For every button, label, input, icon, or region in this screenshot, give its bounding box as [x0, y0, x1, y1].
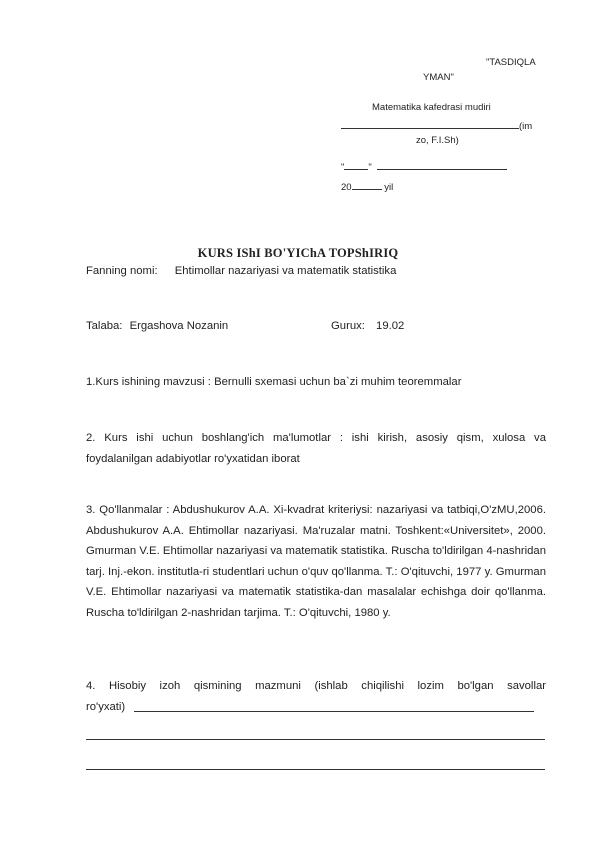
date-quote-close: ": [368, 162, 372, 173]
section-2-initial-data: 2. Kurs ishi uchun boshlang'ich ma'lumotlar : ishi kirish, asosiy qism, xulosa va foydalanilgan adabiyotlar ro'yxatidan iborat: [86, 432, 546, 465]
student-label: Talaba:: [86, 320, 123, 332]
section-1-topic: 1.Kurs ishining mavzusi : Bernulli sxemasi uchun ba`zi muhim teoremmalar: [86, 376, 462, 388]
day-blank: [344, 159, 368, 170]
signature-blank: [341, 118, 519, 129]
approval-line2: YMAN": [423, 72, 454, 83]
group-value: 19.02: [376, 320, 405, 332]
year-blank: [352, 179, 382, 190]
month-blank: [377, 159, 507, 170]
blank-line-1: [134, 711, 534, 712]
document-title: KURS IShI BO'YIChA TOPShIRIQ: [197, 246, 399, 260]
subject-value: Ehtimollar nazariyasi va matematik statistika: [174, 265, 397, 277]
student-row: [86, 316, 228, 337]
signature-line: [341, 118, 532, 133]
subject-label: Fanning nomi:: [86, 265, 158, 277]
subject-row: [86, 261, 396, 282]
year-line: [341, 179, 393, 194]
approval-head: Matematika kafedrasi mudiri: [372, 102, 491, 113]
section-4-list-label: ro'yxati): [86, 701, 126, 713]
group-label: Gurux:: [331, 320, 365, 332]
blank-line-3: [86, 769, 545, 770]
year-prefix: 20: [341, 182, 352, 193]
section-3-references: 3. Qo'llanmalar : Abdushukurov A.A. Xi-kvadrat kriteriysi: nazariyasi va tatbiqi,O'zMU,2006. Abdushukurov A.A. Ehtimollar nazariyasi. Ma'ruzalar matni. Toshkent:«Universitet», 2000. Gmurman V.E. Ehtimollar nazariyasi va matematik statistika. Ruscha to'ldirilgan 4-nashridan tarj. Inj.-ekon. institutla-ri studentlari uchun o'quv qo'llanma. T.: O'qituvchi, 1977 y. Gmurman V.E. Ehtimollar nazariyasi va matematik statistika-dan masalalar echishga doir qo'llanma. Ruscha to'ldirilgan 2-nashridan tarjima. T.: O'qituvchi, 1980 y.: [86, 504, 546, 619]
approval-line1: "TASDIQLA: [486, 57, 536, 68]
date-quote-open: ": [341, 162, 345, 173]
signature-caption: zo, F.I.Sh): [416, 135, 459, 146]
section-4-line2: [86, 697, 125, 718]
year-suffix: yil: [384, 182, 394, 193]
section-4-line1: 4. Hisobiy izoh qismining mazmuni (ishlab chiqilishi lozim bo'lgan savollar: [86, 680, 546, 692]
blank-line-2: [86, 739, 545, 740]
signature-suffix: (im: [519, 121, 533, 132]
student-name: Ergashova Nozanin: [129, 320, 229, 332]
date-line: [341, 159, 507, 174]
group-row: [331, 316, 404, 337]
